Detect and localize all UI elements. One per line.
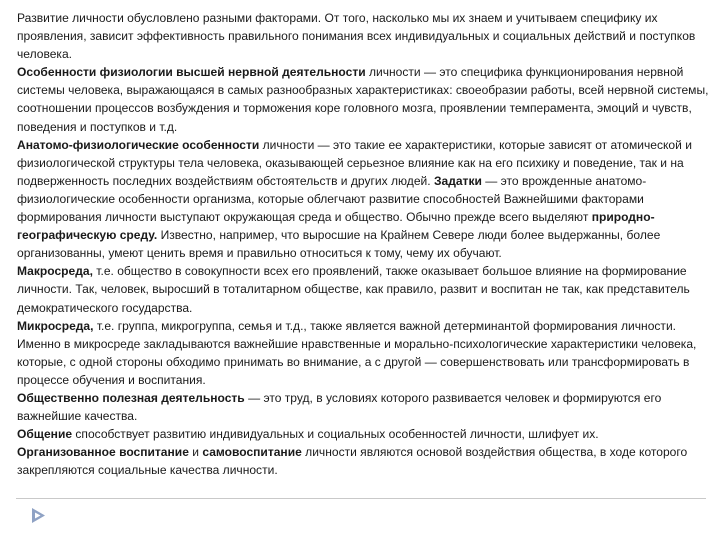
bold-term: Общение — [17, 427, 73, 442]
footer-divider — [16, 498, 706, 499]
paragraph-text: Развитие личности обусловлено разными факторами. От того, насколько мы их знаем и учитываем специфику их проявления, зависит эффективность правильного понимания всех индивидуальных и социальных действий и поступков человека. — [17, 11, 696, 62]
bold-term: Особенности физиологии высшей нервной деятельности — [17, 65, 366, 80]
bold-term: самовоспитание — [202, 445, 302, 460]
paragraph-8 — [17, 443, 709, 479]
bold-term: Организованное воспитание — [17, 445, 189, 460]
paragraph-text: Известно, например, что выросшие на Крайнем Севере люди более выдержанны, более организованны, умеют ценить время и правильно относиться к тому, чему их обучают. — [17, 228, 661, 261]
next-slide-arrow-icon[interactable] — [30, 507, 47, 524]
bold-term: Задатки — [433, 173, 482, 188]
paragraph-text: — это врожденные анатомо-физиологические особенности организма, которые облегчают развитие способностей Важнейшими факторами формирования личности выступают окружающая среда и общество. Обычно прежде всего выделяют — [17, 173, 647, 225]
bold-term: Микросреда, — [17, 318, 94, 333]
slide-body — [17, 9, 709, 479]
paragraph-text: способствует развитию индивидуальных и социальных особенностей личности, шлифует их. — [72, 427, 599, 442]
paragraph-text: — это труд, в условиях которого развивается человек и формируются его важнейшие качества. — [17, 390, 662, 424]
paragraph-4 — [17, 262, 709, 316]
paragraph-5 — [17, 317, 709, 389]
bold-term: природно-географическую среду. — [17, 210, 655, 243]
paragraph-6 — [17, 389, 709, 425]
bold-term: Анатомо-физиологические особенности — [17, 137, 260, 152]
paragraph-3 — [17, 136, 709, 263]
paragraph-2 — [17, 63, 709, 135]
bold-term: Макросреда, — [17, 264, 93, 279]
paragraph-1 — [17, 9, 709, 63]
paragraph-text: личности являются основой воздействия общества, в ходе которого закрепляются социальные качества личности. — [17, 445, 688, 478]
bold-term: Общественно полезная деятельность — [17, 390, 245, 405]
paragraph-text: т.е. общество в совокупности всех его проявлений, также оказывает большое влияние на формирование личности. Так, человек, выросший в тоталитарном обществе, как правило, развит и воспитан не так, как представитель демократического государства. — [17, 264, 690, 315]
paragraph-text: т.е. группа, микрогруппа, семья и т.д., также является важной детерминантой формирования личности. Именно в микросреде закладываются важнейшие нравственные и морально-психологические характеристики человека, которые, с одной стороны обходимо принимать во внимание, а с другой — совершенствовать или трансформировать в процессе обучения и воспитания. — [17, 318, 697, 387]
paragraph-text: и — [188, 445, 203, 460]
paragraph-text: личности — это такие ее характеристики, которые зависят от атомической и физиологической структуры тела человека, оказывающей серьезное влияние как на его психику и поведение, так и на подверженность последних воздействиям обстоятельств и других людей. — [17, 137, 692, 188]
paragraph-text: личности — это специфика функционирования нервной системы человека, выражающаяся в самых разнообразных характеристиках: своеобразии работы, всей нервной системы, соотношении процессов возбуждения и торможения коре головного мозга, проявлении темперамента, эмоций и чувств, поведения и поступков и т.д. — [17, 65, 709, 134]
paragraph-7 — [17, 425, 709, 443]
